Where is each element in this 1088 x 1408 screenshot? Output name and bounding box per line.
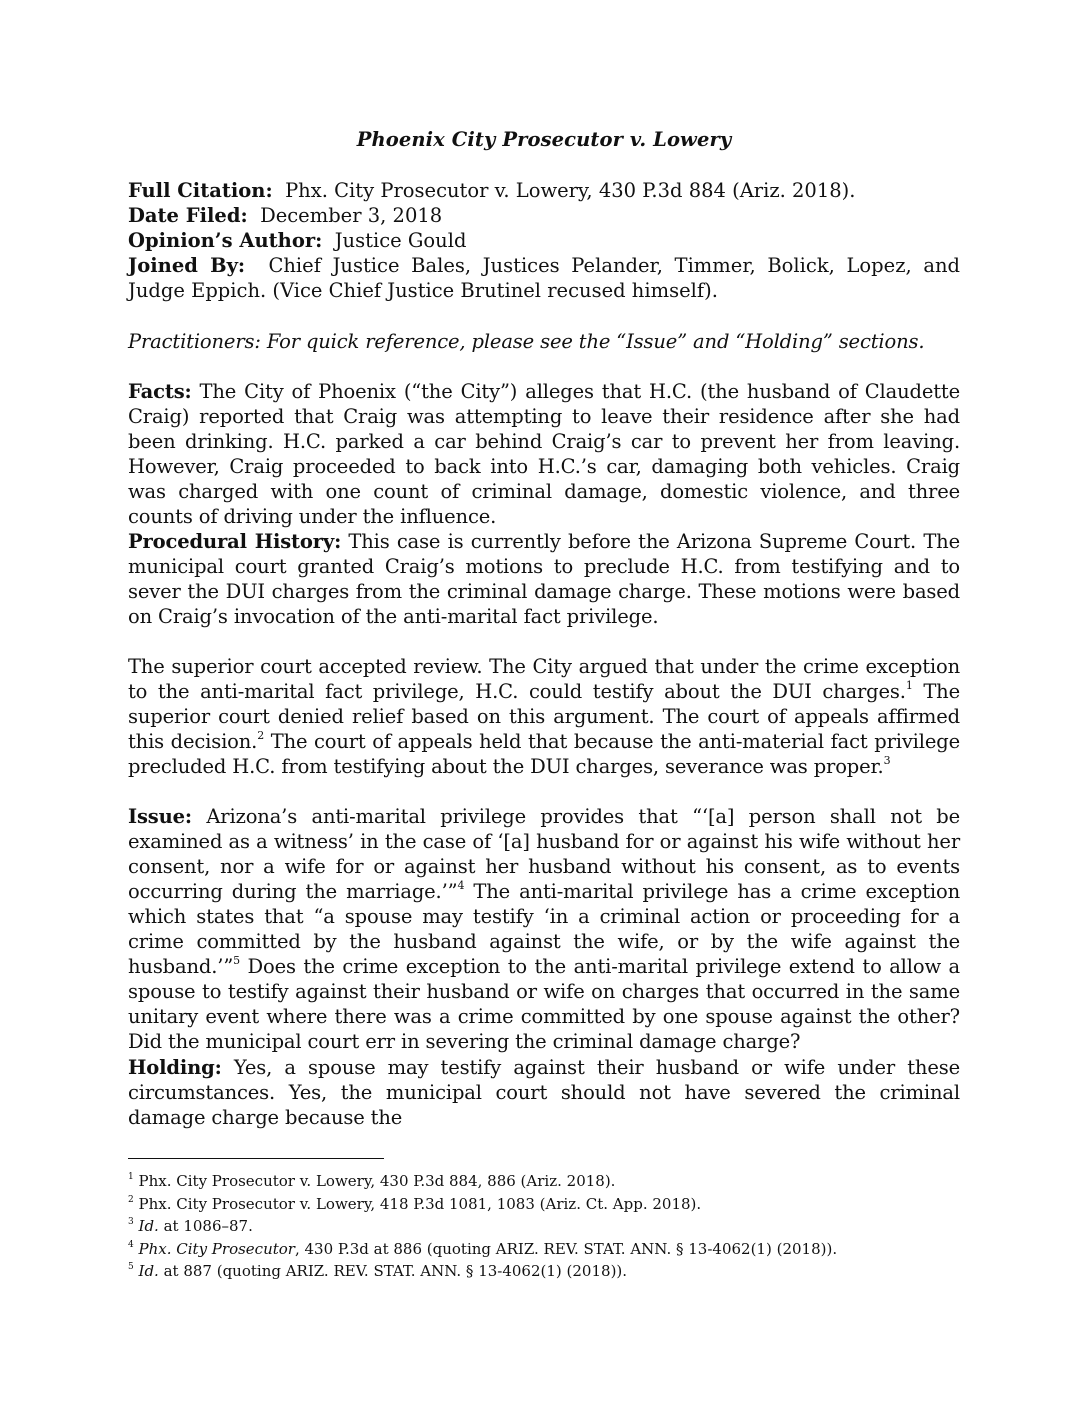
date-filed-label: Date Filed: — [128, 204, 248, 227]
superior-court-text-2: The superior court denied relief based on this argument. The court of appeals affirmed this decision. — [128, 680, 960, 753]
footnote-text: , 430 P.3d at 886 (quoting ARIZ. REV. STAT. ANN. § 13-4062(1) (2018)). — [294, 1239, 838, 1258]
footnote-ref-1[interactable]: 1 — [905, 678, 913, 692]
footnote-3 — [128, 1215, 960, 1238]
procedural-history-label: Procedural History: — [128, 530, 342, 553]
issue-text-1: Arizona’s anti-marital privilege provides that “‘[a] person shall not be examined as a witness’ in the case of ‘[a] husband for or against his wife without her consent, nor a wife for or against her husband without his consent, as to events occurring during the marriage.’” — [128, 805, 960, 903]
footnote-number: 1 — [128, 1172, 134, 1182]
date-filed-line — [128, 203, 960, 228]
footnote-citation-short: Phx. City Prosecutor — [138, 1239, 295, 1258]
case-metadata — [128, 178, 960, 303]
procedural-history-text: This case is currently before the Arizona Supreme Court. The municipal court granted Craig’s motions to preclude H.C. from testifying and to sever the DUI charges from the criminal damage charge. These motions were based on Craig’s invocation of the anti-marital fact privilege. — [128, 530, 960, 628]
opinion-author-label: Opinion’s Author: — [128, 229, 323, 252]
facts-text: The City of Phoenix (“the City”) alleges that H.C. (the husband of Claudette Craig) reported that Craig was attempting to leave their residence after she had been drinking. H.C. parked a car behind Craig’s car to prevent her from leaving. However, Craig proceeded to back into H.C.’s car, damaging both vehicles. Craig was charged with one count of criminal damage, domestic violence, and three counts of driving under the influence. — [128, 380, 960, 528]
footnote-text: Phx. City Prosecutor v. Lowery, 418 P.3d 1081, 1083 (Ariz. Ct. App. 2018). — [138, 1194, 702, 1213]
footnote-5 — [128, 1260, 960, 1283]
issue-section — [128, 804, 960, 1054]
superior-court-text-3: The court of appeals held that because the anti-material fact privilege precluded H.C. from testifying about the DUI charges, severance was proper. — [128, 730, 960, 778]
footnote-ref-3[interactable]: 3 — [883, 753, 891, 767]
joined-by-label: Joined By: — [128, 254, 246, 277]
date-filed-value: December 3, 2018 — [260, 204, 443, 227]
footnote-number: 5 — [128, 1262, 134, 1272]
footnote-divider — [128, 1158, 384, 1159]
procedural-history-section — [128, 529, 960, 629]
opinion-author-value: Justice Gould — [334, 229, 467, 252]
superior-court-paragraph — [128, 654, 960, 779]
footnote-citation-short: Id. — [138, 1217, 159, 1235]
facts-label: Facts: — [128, 380, 192, 403]
facts-section — [128, 379, 960, 529]
footnote-ref-2[interactable]: 2 — [257, 728, 265, 742]
full-citation-value: Phx. City Prosecutor v. Lowery, 430 P.3d 884 (Ariz. 2018). — [285, 179, 856, 202]
footnote-text: Phx. City Prosecutor v. Lowery, 430 P.3d 884, 886 (Ariz. 2018). — [138, 1172, 616, 1190]
footnote-2 — [128, 1193, 960, 1216]
footnote-4 — [128, 1238, 960, 1261]
case-title: Phoenix City Prosecutor v. Lowery — [356, 128, 732, 151]
joined-by-value: Chief Justice Bales, Justices Pelander, Timmer, Bolick, Lopez, and Judge Eppich. (Vice Chief Justice Brutinel recused himself). — [128, 254, 960, 302]
footnote-text: at 1086–87. — [158, 1217, 253, 1235]
issue-text-3: Does the crime exception to the anti-marital privilege extend to allow a spouse to testify against their husband or wife on charges that occurred in the same unitary event where there was a crime committed by one spouse against the other? Did the municipal court err in severing the criminal damage charge? — [128, 955, 960, 1053]
opinion-author-line — [128, 228, 960, 253]
holding-section — [128, 1055, 960, 1130]
issue-label: Issue: — [128, 805, 192, 828]
joined-by-line — [128, 253, 960, 303]
footnotes — [128, 1170, 960, 1283]
issue-text-2: The anti-marital privilege has a crime exception which states that “a spouse may testify ‘in a criminal action or proceeding for a crime committed by the husband against the wife, or by the wife against the husband.’” — [128, 880, 960, 978]
footnote-1 — [128, 1170, 960, 1193]
full-citation-label: Full Citation: — [128, 179, 273, 202]
footnote-number: 4 — [128, 1239, 134, 1250]
full-citation-line — [128, 178, 960, 203]
footnote-text: at 887 (quoting ARIZ. REV. STAT. ANN. § 13-4062(1) (2018)). — [158, 1262, 628, 1280]
superior-court-text-1: The superior court accepted review. The City argued that under the crime exception to the anti-marital fact privilege, H.C. could testify about the DUI charges. — [128, 655, 960, 703]
footnote-ref-5[interactable]: 5 — [233, 953, 241, 967]
holding-label: Holding: — [128, 1056, 222, 1079]
practitioners-note: Practitioners: For quick reference, please see the “Issue” and “Holding” sections. — [128, 330, 925, 353]
holding-text: Yes, a spouse may testify against their husband or wife under these circumstances. Yes, the municipal court should not have severed the criminal damage charge because the — [128, 1056, 960, 1129]
footnote-ref-4[interactable]: 4 — [457, 878, 465, 892]
footnote-number: 3 — [128, 1217, 134, 1227]
footnote-number: 2 — [128, 1194, 134, 1205]
footnote-citation-short: Id. — [138, 1262, 159, 1280]
